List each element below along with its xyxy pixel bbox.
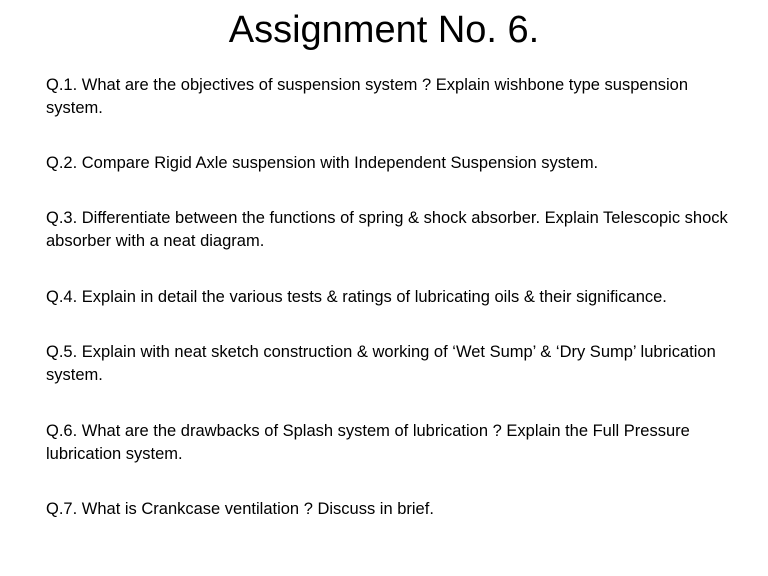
question-7: Q.7. What is Crankcase ventilation ? Discuss in brief. bbox=[46, 500, 434, 518]
slide-title: Assignment No. 6. bbox=[228, 9, 540, 51]
question-3: Q.3. Differentiate between the functions of spring & shock absorber. Explain Telescopic shock absorber with a neat diagram. bbox=[46, 209, 728, 250]
question-2: Q.2. Compare Rigid Axle suspension with Independent Suspension system. bbox=[46, 154, 599, 172]
question-5: Q.5. Explain with neat sketch construction & working of ‘Wet Sump’ & ‘Dry Sump’ lubrication system. bbox=[46, 343, 716, 384]
question-1: Q.1. What are the objectives of suspension system ? Explain wishbone type suspension system. bbox=[46, 76, 689, 117]
question-6: Q.6. What are the drawbacks of Splash system of lubrication ? Explain the Full Pressure lubrication system. bbox=[46, 422, 690, 463]
question-4: Q.4. Explain in detail the various tests & ratings of lubricating oils & their significance. bbox=[46, 288, 667, 306]
